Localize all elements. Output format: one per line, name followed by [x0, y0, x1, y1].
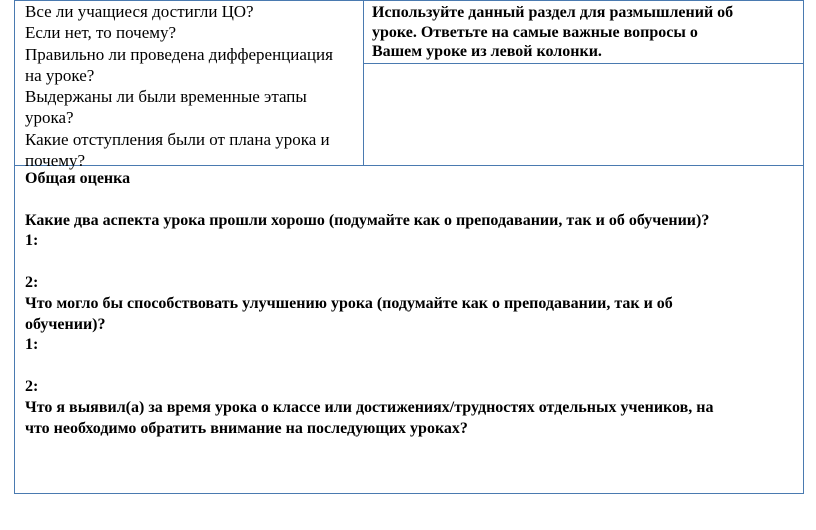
answer-label-1: 1: — [25, 336, 39, 354]
table-row-questions — [15, 0, 803, 171]
question-line: Если нет, то почему? — [25, 23, 177, 43]
instruction-text — [372, 3, 797, 62]
instruction-line: Используйте данный раздел для размышлений об — [372, 4, 734, 21]
question-line: Все ли учащиеся достигли ЦО? — [25, 2, 254, 21]
cell-right-answer-area[interactable] — [364, 64, 803, 165]
question-line: почему? — [25, 151, 86, 171]
instruction-line: Вашем уроке из левой колонки. — [372, 43, 602, 60]
question-improvement-cont: обучении)? — [25, 315, 106, 333]
cell-right-instructions — [364, 0, 803, 64]
answer-label-2: 2: — [25, 273, 39, 291]
evaluation-section — [25, 169, 795, 439]
question-line: Какие отступления были от плана урока и — [25, 129, 330, 149]
question-list — [25, 1, 365, 171]
table-row-evaluation — [15, 166, 803, 492]
question-findings: Что я выявил(а) за время урока о классе или достижениях/трудностях отдельных учеников, на — [25, 398, 714, 416]
blank-line — [25, 190, 795, 211]
question-findings-cont: что необходимо обратить внимание на последующих уроках? — [25, 419, 468, 437]
question-line: Выдержаны ли были временные этапы — [25, 87, 307, 107]
reflection-table — [14, 0, 804, 494]
question-line: урока? — [25, 108, 74, 128]
blank-line — [25, 356, 795, 377]
answer-label-2: 2: — [25, 377, 39, 395]
question-line: на уроке? — [25, 65, 95, 85]
cell-left-questions — [15, 0, 364, 171]
blank-line — [25, 252, 795, 273]
question-line: Правильно ли проведена дифференциация — [25, 44, 333, 64]
question-good-aspects: Какие два аспекта урока прошли хорошо (подумайте как о преподавании, так и об обучении)? — [25, 211, 710, 229]
question-improvement: Что могло бы способствовать улучшению урока (подумайте как о преподавании, так и об — [25, 294, 673, 312]
answer-label-1: 1: — [25, 232, 39, 250]
instruction-line: уроке. Ответьте на самые важные вопросы о — [372, 23, 698, 41]
evaluation-title: Общая оценка — [25, 170, 131, 187]
